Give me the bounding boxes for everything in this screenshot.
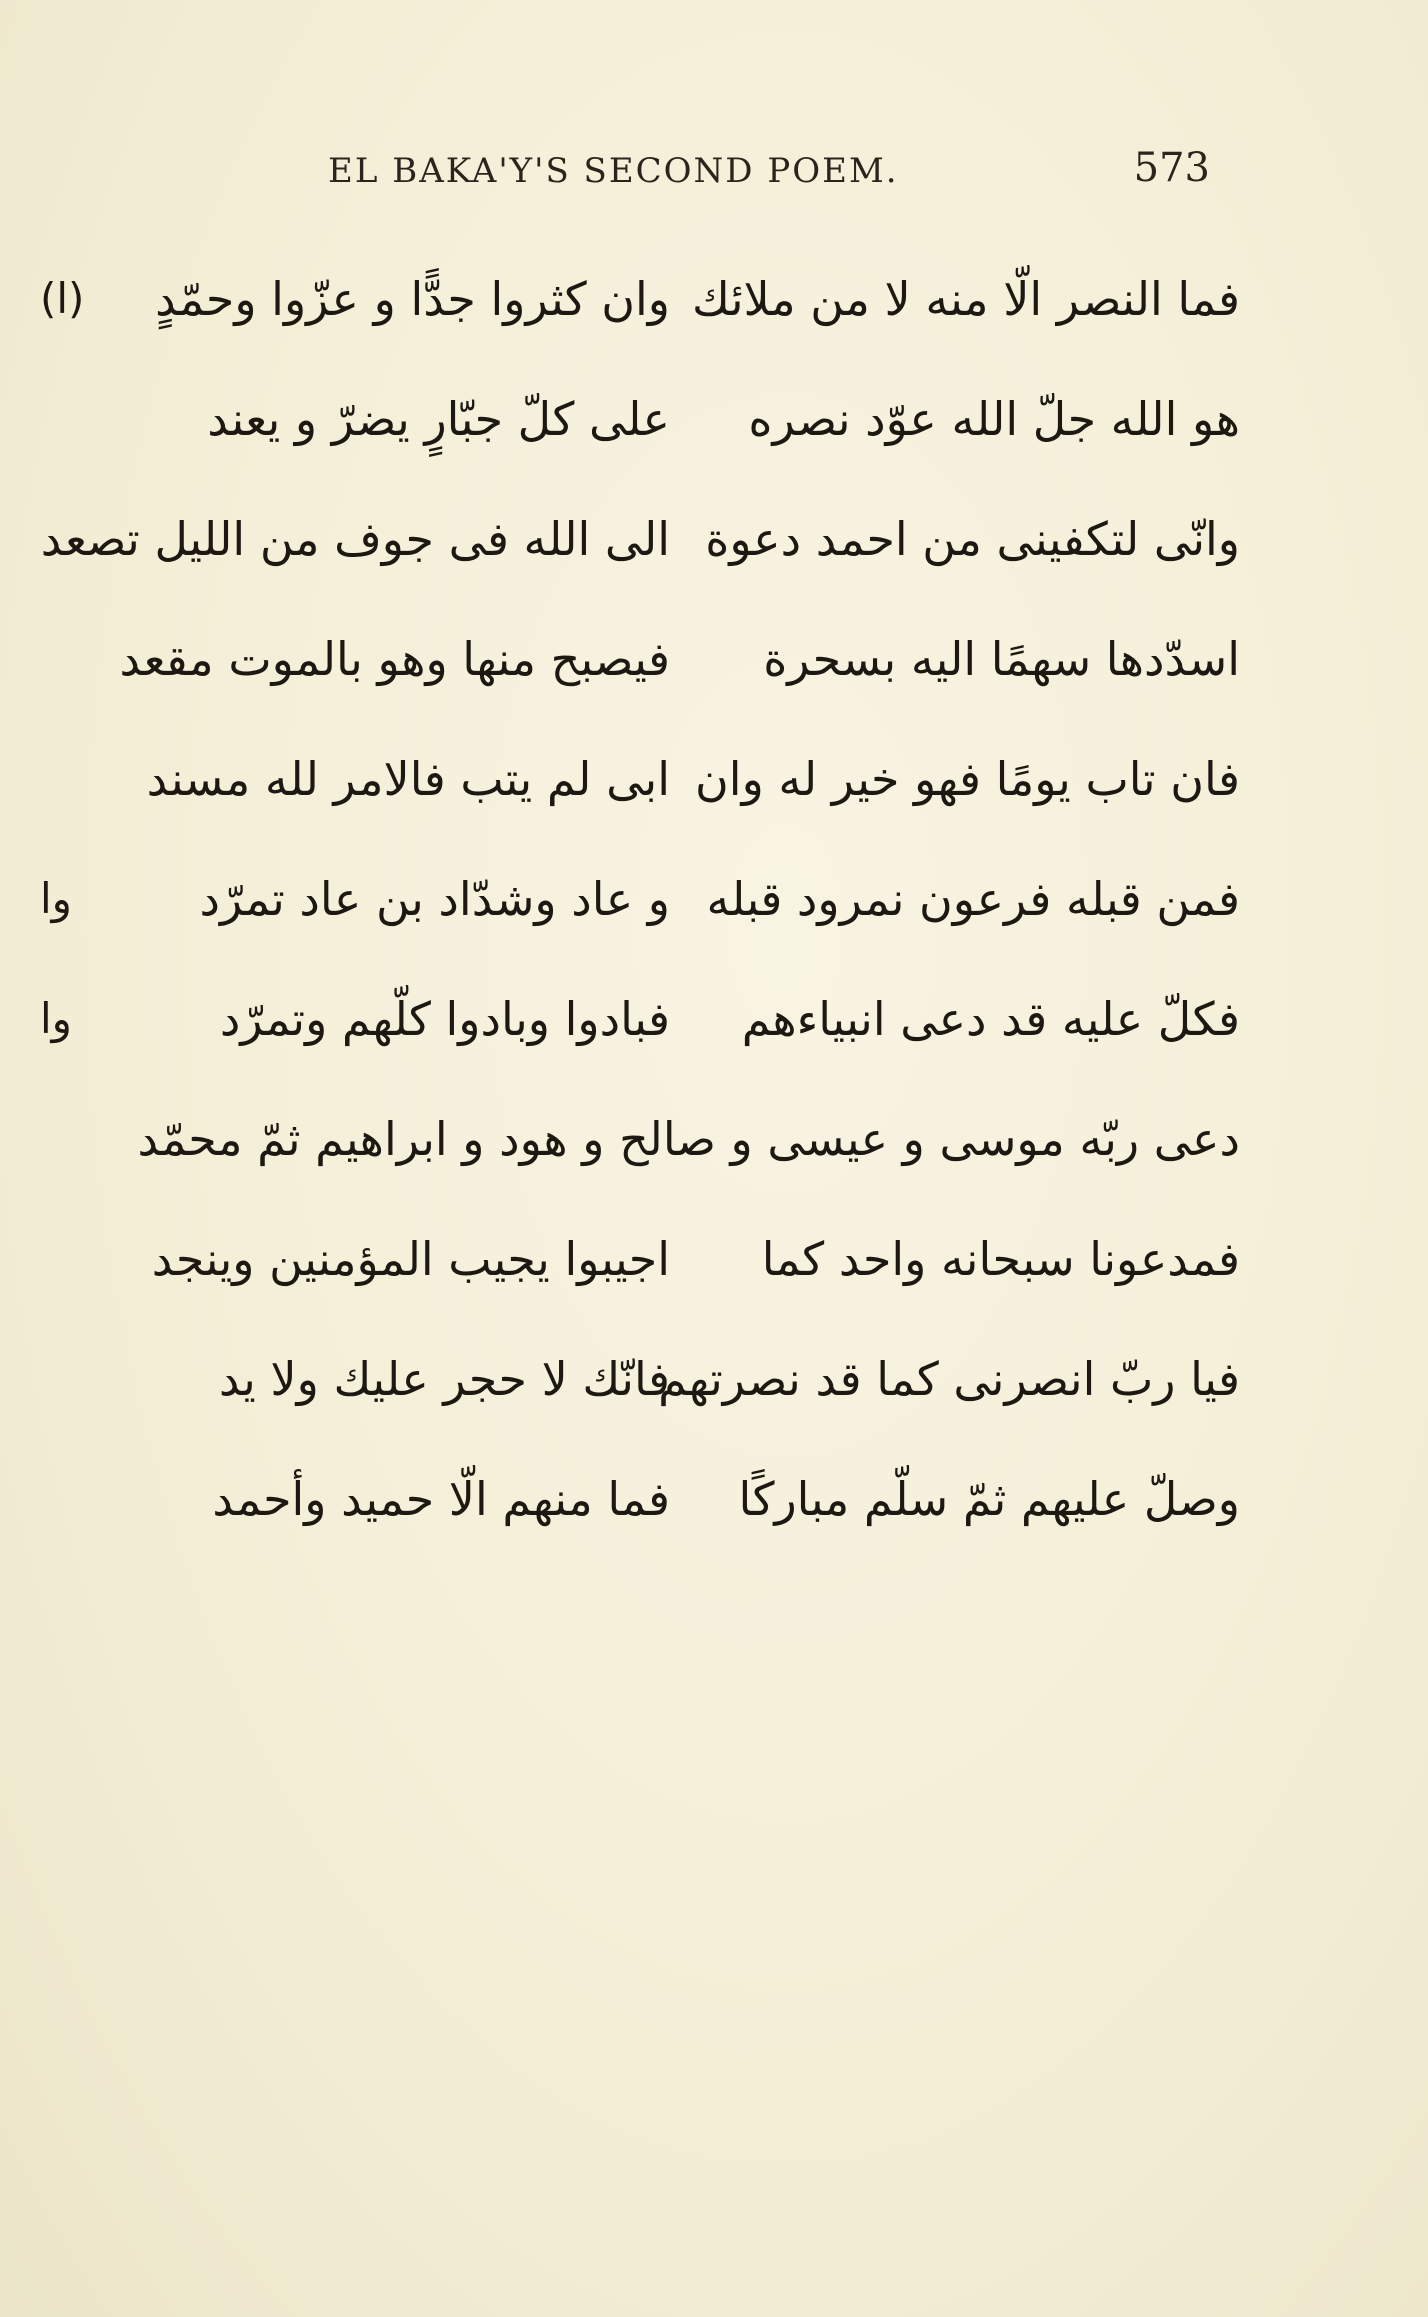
verse-first-hemistich: فكلّ عليه قد دعى انبياءهم [741, 992, 1240, 1046]
verse-marker: وا [40, 994, 72, 1043]
verse [40, 240, 1240, 350]
page-number: 573 [1133, 145, 1210, 191]
verse-marker: وا [40, 874, 72, 923]
verse [40, 1200, 1240, 1310]
verse [40, 1440, 1240, 1550]
verse-second-hemistich: على كلّ جبّارٍ يضرّ و يعند [207, 392, 670, 446]
verse-first-hemistich: هو الله جلّ الله عوّد نصره [748, 392, 1240, 446]
running-title: EL BAKA'Y'S SECOND POEM. [328, 151, 899, 191]
verse-second-hemistich: فما منهم الّا حميد وأحمد [212, 1472, 670, 1526]
poem [40, 240, 1240, 1570]
verse-first-hemistich: فيا ربّ انصرنى كما قد نصرتهم [658, 1352, 1240, 1406]
verse-second-hemistich: ابى لم يتب فالامر لله مسند [146, 752, 670, 806]
paper-show-through [90, 1600, 1240, 2120]
verse-first-hemistich: فان تاب يومًا فهو خير له وان [695, 752, 1240, 806]
verse-first-hemistich: فمن قبله فرعون نمرود قبله [706, 872, 1240, 926]
verse [40, 1080, 1240, 1190]
verse [40, 600, 1240, 710]
verse-first-hemistich: وصلّ عليهم ثمّ سلّم مباركًا [738, 1472, 1240, 1526]
verse-first-hemistich: فما النصر الّا منه لا من ملائك [691, 272, 1240, 326]
verse-marker: (ا) [40, 274, 85, 323]
verse-second-hemistich: فيصبح منها وهو بالموت مقعد [119, 632, 670, 686]
verse-first-hemistich: اسدّدها سهمًا اليه بسحرة [763, 632, 1240, 686]
verse-second-hemistich: و عاد وشدّاد بن عاد تمرّد [199, 872, 670, 926]
verse-second-hemistich: وان كثروا جدًّا و عزّوا وحمّدٍ [155, 272, 670, 326]
verse [40, 840, 1240, 950]
verse-second-hemistich: فانّك لا حجر عليك ولا يد [218, 1352, 670, 1406]
verse-second-hemistich: فبادوا وبادوا كلّهم وتمرّد [219, 992, 670, 1046]
verse-second-hemistich: اجيبوا يجيب المؤمنين وينجد [151, 1232, 670, 1286]
verse-first-hemistich: وانّى لتكفينى من احمد دعوة [705, 512, 1240, 566]
verse [40, 960, 1240, 1070]
verse [40, 1320, 1240, 1430]
verse-first-hemistich: فمدعونا سبحانه واحد كما [761, 1232, 1240, 1286]
verse [40, 480, 1240, 590]
verse [40, 360, 1240, 470]
verse-second-hemistich: الى الله فى جوف من الليل تصعد [40, 512, 670, 566]
verse-full-line: دعى ربّه موسى و عيسى و صالح و هود و ابراهيم ثمّ محمّد [137, 1112, 1240, 1166]
page-header [320, 145, 1220, 205]
verse [40, 720, 1240, 830]
